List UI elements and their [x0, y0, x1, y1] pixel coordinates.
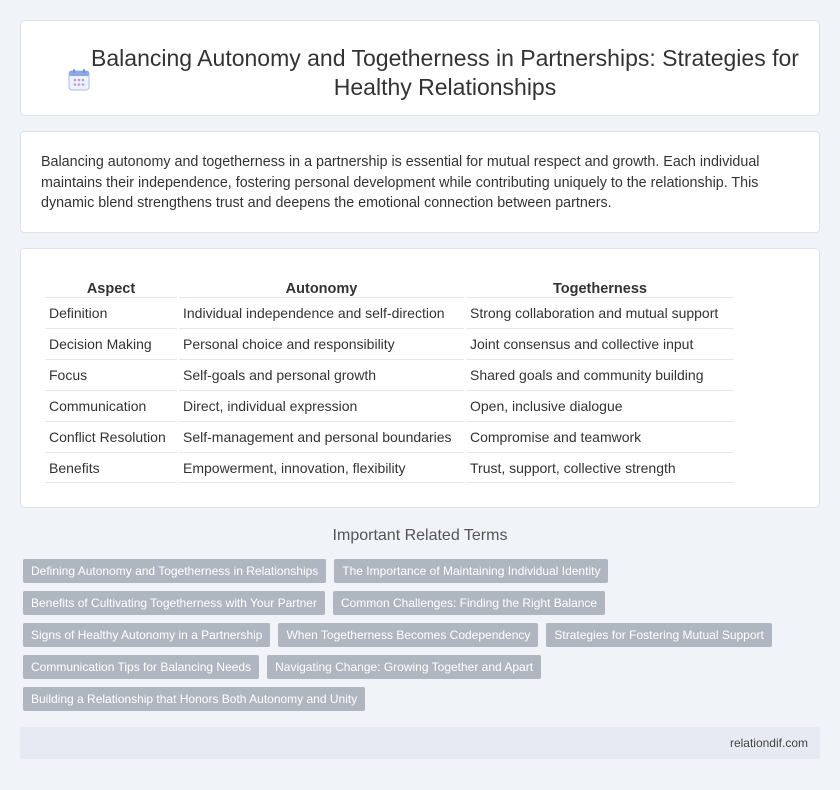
table-header-row	[45, 273, 734, 297]
related-term-tag[interactable]: Navigating Change: Growing Together and Apart	[267, 655, 541, 679]
table-row	[45, 452, 734, 483]
table-cell: Individual independence and self-direction	[179, 297, 464, 328]
header-togetherness: Togetherness	[552, 281, 647, 297]
comparison-table	[43, 273, 736, 483]
header-aspect: Aspect	[86, 281, 136, 297]
intro-card	[20, 131, 820, 233]
related-term-tag[interactable]: Signs of Healthy Autonomy in a Partnership	[23, 623, 270, 647]
header-autonomy: Autonomy	[285, 281, 358, 297]
table-cell: Compromise and teamwork	[466, 421, 734, 452]
table-cell: Empowerment, innovation, flexibility	[179, 452, 464, 483]
table-row	[45, 359, 734, 390]
table-cell: Open, inclusive dialogue	[466, 390, 734, 421]
related-terms-list	[23, 559, 823, 711]
table-cell: Self-management and personal boundaries	[179, 421, 464, 452]
related-term-tag[interactable]: The Importance of Maintaining Individual Identity	[334, 559, 608, 583]
table-row	[45, 297, 734, 328]
table-row	[45, 390, 734, 421]
table-cell: Benefits	[45, 452, 177, 483]
table-cell: Trust, support, collective strength	[466, 452, 734, 483]
related-term-tag[interactable]: Building a Relationship that Honors Both Autonomy and Unity	[23, 687, 365, 711]
table-cell: Focus	[45, 359, 177, 390]
table-cell: Self-goals and personal growth	[179, 359, 464, 390]
table-row	[45, 421, 734, 452]
footer	[20, 727, 820, 759]
table-cell: Personal choice and responsibility	[179, 328, 464, 359]
related-term-tag[interactable]: Communication Tips for Balancing Needs	[23, 655, 259, 679]
header-card	[20, 20, 820, 116]
table-cell: Joint consensus and collective input	[466, 328, 734, 359]
related-term-tag[interactable]: Benefits of Cultivating Togetherness with Your Partner	[23, 591, 325, 615]
related-term-tag[interactable]: Strategies for Fostering Mutual Support	[546, 623, 771, 647]
related-term-tag[interactable]: Defining Autonomy and Togetherness in Relationships	[23, 559, 326, 583]
intro-paragraph: Balancing autonomy and togetherness in a partnership is essential for mutual respect and growth. Each individual maintains their independence, fostering personal development while contributing uniquely to the relationship. This dynamic blend strengthens trust and deepens the emotional connection between partners.	[41, 154, 760, 211]
related-terms-heading: Important Related Terms	[332, 527, 508, 544]
related-term-tag[interactable]: Common Challenges: Finding the Right Balance	[333, 591, 605, 615]
table-cell: Strong collaboration and mutual support	[466, 297, 734, 328]
related-term-tag[interactable]: When Togetherness Becomes Codependency	[278, 623, 538, 647]
table-cell: Direct, individual expression	[179, 390, 464, 421]
page-title: Balancing Autonomy and Togetherness in Partnerships: Strategies for Healthy Relationships	[91, 45, 799, 100]
table-cell: Definition	[45, 297, 177, 328]
comparison-table-card	[20, 248, 820, 508]
footer-site-link[interactable]: relationdif.com	[729, 736, 808, 750]
table-row	[45, 328, 734, 359]
table-cell: Communication	[45, 390, 177, 421]
table-cell: Shared goals and community building	[466, 359, 734, 390]
table-cell: Decision Making	[45, 328, 177, 359]
table-cell: Conflict Resolution	[45, 421, 177, 452]
